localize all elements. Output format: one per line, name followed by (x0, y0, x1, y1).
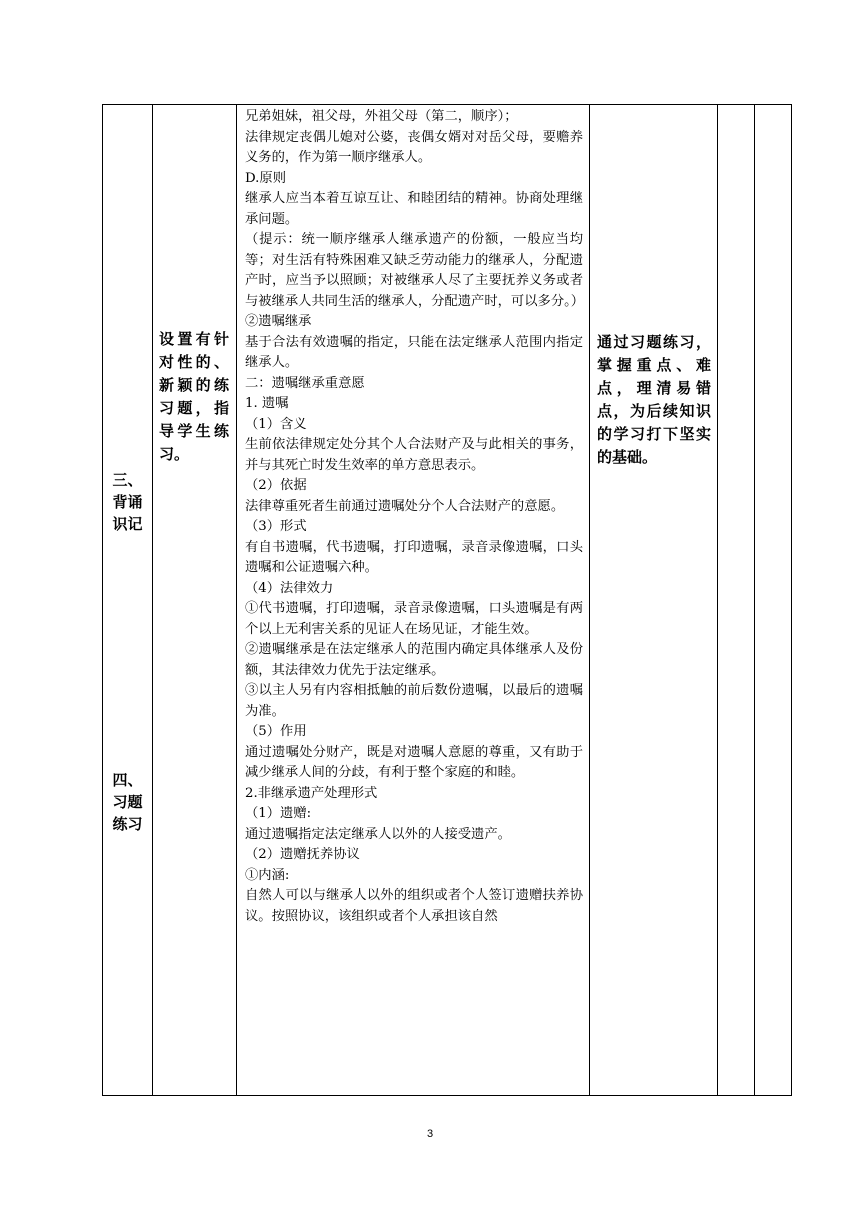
content-line: 法律规定丧偶儿媳对公婆，丧偶女婿对对岳父母，要赡养义务的，作为第一顺序继承人。 (245, 129, 583, 165)
content-line: （2）依据 (245, 478, 307, 493)
content-line: （3）形式 (245, 519, 307, 534)
content-line: ①代书遗嘱，打印遗嘱，录音录像遗嘱，口头遗嘱是有两个以上无利害关系的见证人在场见证，才能生效。 (245, 601, 583, 637)
section-label-line: 练习 (112, 815, 143, 833)
content-body (237, 105, 589, 927)
content-line: 法律尊重死者生前通过遗嘱处分个人合法财产的意愿。 (245, 498, 565, 514)
content-line: （4）法律效力 (245, 580, 334, 596)
content-line: （1）含义 (245, 416, 307, 432)
section-label-practice (103, 769, 152, 835)
section-label-line: 四、 (112, 771, 143, 789)
content-line: （2）遗赠抚养协议 (245, 847, 360, 862)
content-line: 2.非继承遗产处理形式 (245, 785, 378, 801)
table-row (103, 105, 792, 1096)
section-label-line: 三、 (112, 471, 143, 489)
content-line: D.原则 (245, 170, 287, 186)
lesson-plan-table (102, 104, 792, 1096)
content-line: ③以主人另有内容相抵触的前后数份遗嘱，以最后的遗嘱为准。 (245, 683, 583, 719)
content-line: 生前依法律规定处分其个人合法财产及与此相关的事务，并与其死亡时发生效率的单方意思表示。 (245, 437, 583, 473)
content-line: ②遗嘱继承是在法定继承人的范围内确定具体继承人及份额，其法律效力优先于法定继承。 (245, 642, 583, 678)
section-label-line: 习题 (112, 793, 143, 811)
content-line: 二：遗嘱继承重意愿 (245, 375, 365, 391)
section-label-line: 识记 (112, 515, 143, 533)
content-column (237, 105, 590, 1096)
empty-column (718, 105, 755, 1096)
content-line: 兄弟姐妹，祖父母，外祖父母（第二，顺序）； (245, 109, 518, 124)
content-line: （提示：统一顺序继承人继承遗产的份额，一般应当均等；对生活有特殊困难又缺乏劳动能力的继承人，分配遗产时，应当予以照顾；对被继承人尽了主要抚养义务或者与被继承人共同生活的继承人，分配遗产时，可以多分。） (245, 232, 585, 309)
content-line: 继承人应当本着互谅互让、和睦团结的精神。协商处理继承问题。 (245, 191, 583, 227)
content-line: 通过遗嘱指定法定继承人以外的人接受遗产。 (245, 826, 511, 842)
content-line: 基于合法有效遗嘱的指定，只能在法定继承人范围内指定继承人。 (245, 334, 583, 370)
content-line: 通过遗嘱处分财产，既是对遗嘱人意愿的尊重，又有助于减少继承人间的分歧，有利于整个家庭的和睦。 (245, 744, 583, 780)
empty-column (755, 105, 792, 1096)
content-line: ②遗嘱继承 (245, 314, 312, 329)
content-line: （5）作用 (245, 724, 307, 739)
activity-column (153, 105, 237, 1096)
content-line: 自然人可以与继承人以外的组织或者个人签订遗赠扶养协议。按照协议，该组织或者个人承担该自然 (245, 888, 583, 924)
activity-text: 设置有针对性的、新颖的练习题，指导学生练习。 (159, 330, 229, 463)
section-label-line: 背诵 (112, 493, 143, 511)
content-line: ①内涵: (245, 867, 290, 883)
content-line: 有自书遗嘱，代书遗嘱，打印遗嘱，录音录像遗嘱，口头遗嘱和公证遗嘱六种。 (245, 539, 583, 575)
content-line: 1. 遗嘱 (245, 396, 289, 411)
content-line: （1）遗赠: (245, 806, 312, 821)
section-column (103, 105, 153, 1096)
purpose-column (590, 105, 718, 1096)
purpose-text: 通过习题练习，掌握重点、难点，理清易错点，为后续知识的学习打下坚实的基础。 (597, 333, 711, 466)
section-label-recite (103, 469, 152, 535)
page-number: 3 (426, 1128, 434, 1140)
